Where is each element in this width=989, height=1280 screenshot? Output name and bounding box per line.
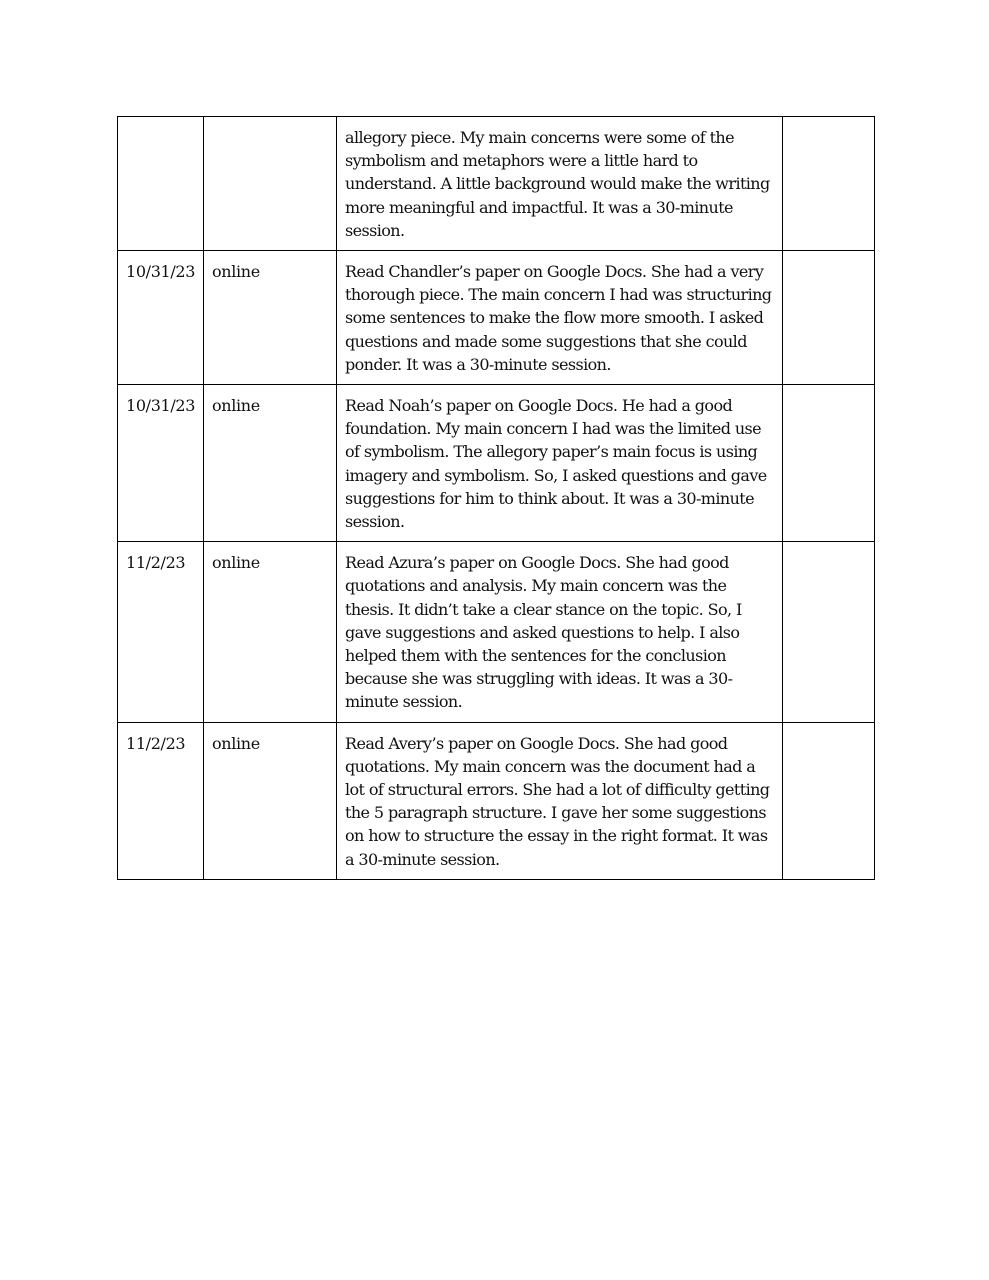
notes-cell: Read Noah’s paper on Google Docs. He had a good foundation. My main concern I had was the limited use of symbolism. The allegory paper’s main focus is using imagery and symbolism. So, I asked questions and gave suggestions for him to think about. It was a 30-minute session. bbox=[337, 385, 783, 542]
mode-cell: online bbox=[204, 542, 337, 722]
extra-cell bbox=[783, 251, 875, 385]
date-cell: 10/31/23 bbox=[118, 251, 204, 385]
date-cell: 11/2/23 bbox=[118, 542, 204, 722]
mode-cell bbox=[204, 117, 337, 251]
date-cell: 10/31/23 bbox=[118, 385, 204, 542]
mode-cell: online bbox=[204, 722, 337, 879]
tutoring-log-table bbox=[117, 116, 875, 880]
extra-cell bbox=[783, 722, 875, 879]
table-row bbox=[118, 251, 875, 385]
table-row bbox=[118, 542, 875, 722]
notes-cell: Read Azura’s paper on Google Docs. She had good quotations and analysis. My main concern was the thesis. It didn’t take a clear stance on the topic. So, I gave suggestions and asked questions to help. I also helped them with the sentences for the conclusion because she was struggling with ideas. It was a 30-minute session. bbox=[337, 542, 783, 722]
extra-cell bbox=[783, 117, 875, 251]
notes-cell: Read Chandler’s paper on Google Docs. She had a very thorough piece. The main concern I had was structuring some sentences to make the flow more smooth. I asked questions and made some suggestions that she could ponder. It was a 30-minute session. bbox=[337, 251, 783, 385]
extra-cell bbox=[783, 385, 875, 542]
extra-cell bbox=[783, 542, 875, 722]
notes-cell: allegory piece. My main concerns were some of the symbolism and metaphors were a little hard to understand. A little background would make the writing more meaningful and impactful. It was a 30-minute session. bbox=[337, 117, 783, 251]
mode-cell: online bbox=[204, 251, 337, 385]
date-cell: 11/2/23 bbox=[118, 722, 204, 879]
notes-cell: Read Avery’s paper on Google Docs. She had good quotations. My main concern was the document had a lot of structural errors. She had a lot of difficulty getting the 5 paragraph structure. I gave her some suggestions on how to structure the essay in the right format. It was a 30-minute session. bbox=[337, 722, 783, 879]
mode-cell: online bbox=[204, 385, 337, 542]
table-row bbox=[118, 385, 875, 542]
table-row bbox=[118, 722, 875, 879]
date-cell bbox=[118, 117, 204, 251]
table-row bbox=[118, 117, 875, 251]
